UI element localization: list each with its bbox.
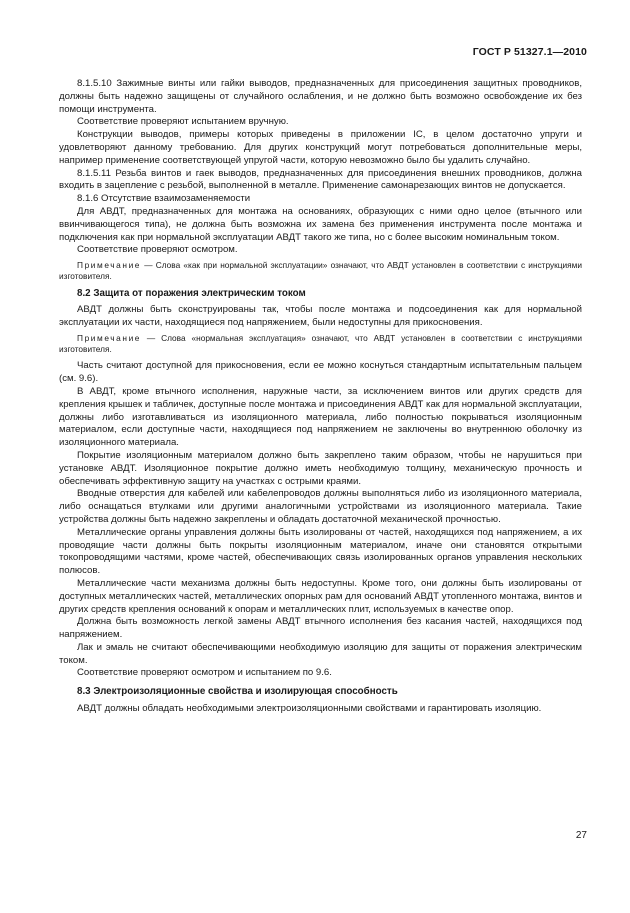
note-label: Примечание [77, 260, 142, 271]
page-number: 27 [575, 830, 587, 841]
clause-8-1-5-10: 8.1.5.10 Зажимные винты или гайки выводов, предназначенных для присоединения защитных проводников, должны быть надежно защищены от случайного ослабления, и не должно быть возможно освобождение их без помощи инструмента. [59, 78, 582, 115]
paragraph: Вводные отверстия для кабелей или кабелепроводов должны выполняться либо из изоляционного материала, либо оснащаться втулками или другими аналогичными устройствами из изоляционного материала. Такие устройства должны быть надежно закреплены и обладать достаточной механической прочностью. [59, 488, 582, 525]
paragraph: АВДТ должны обладать необходимыми электроизоляционными свойствами и гарантировать изоляцию. [77, 703, 542, 715]
paragraph: Соответствие проверяют испытанием вручную. [77, 116, 289, 128]
note [59, 260, 582, 282]
paragraph: Часть считают доступной для прикосновения, если ее можно коснуться стандартным испытательным пальцем (см. 9.6). [59, 360, 582, 385]
paragraph: Должна быть возможность легкой замены АВДТ втычного исполнения без касания частей, находящихся под напряжением. [59, 616, 582, 641]
paragraph: Для АВДТ, предназначенных для монтажа на основаниях, образующих с ними одно целое (втычного или ввинчивающегося типа), не должна быть возможна их замена без применения инструмента после монтажа и подключения как при нормальной эксплуатации АВДТ такого же типа, но с более высоким номинальным током. [59, 205, 582, 243]
clause-8-1-5-11: 8.1.5.11 Резьба винтов и гаек выводов, предназначенных для присоединения внешних проводников, должна входить в зацепление с резьбой, выполненной в металле. Применение самонарезающих винтов не допускается. [59, 167, 582, 192]
clause-8-1-6-title: 8.1.6 Отсутствие взаимозаменяемости [77, 193, 251, 205]
paragraph: В АВДТ, кроме втычного исполнения, наружные части, за исключением винтов или других средств для крепления крышек и табличек, доступные после монтажа и присоединения АВДТ как для нормальной эксплуатации, должны либо изготавливаться из изоляционного материала, либо полностью покрываться изоляционным материалом, если доступные части, находящиеся под напряжением не заключены во внутреннюю оболочку из изоляционного материала. [59, 385, 582, 449]
note-label: Примечание [77, 332, 142, 343]
document-body [59, 78, 582, 716]
note-text: — Слова «как при нормальной эксплуатации» означают, что АВДТ установлен в соответствии с инструкциями изготовителя. [59, 260, 582, 282]
section-heading-8-3: 8.3 Электроизоляционные свойства и изолирующая способность [77, 686, 398, 698]
paragraph: Соответствие проверяют осмотром. [77, 244, 238, 256]
paragraph: Металлические органы управления должны быть изолированы от частей, находящихся под напряжением, а их проводящие части должны быть покрыты изоляционным материалом, иначе они становятся открытыми токопроводящими частями, кроме частей, обеспечивающих связь изолированных органов управления нескольких полюсов. [59, 526, 582, 577]
section-heading-8-2: 8.2 Защита от поражения электрическим током [77, 287, 306, 299]
paragraph: Соответствие проверяют осмотром и испытанием по 9.6. [77, 667, 332, 679]
paragraph: Конструкции выводов, примеры которых приведены в приложении IC, в целом достаточно упруги и удовлетворяют данному требованию. Для других конструкций могут потребоваться дополнительные меры, например применение соответствующей упругой части, которую невозможно было бы удалить случайно. [59, 129, 582, 166]
note-text: — Слова «нормальная эксплуатация» означают, что АВДТ установлен в соответствии с инструкциями изготовителя. [59, 332, 582, 355]
document-header: ГОСТ Р 51327.1—2010 [472, 46, 587, 58]
paragraph: Покрытие изоляционным материалом должно быть закреплено таким образом, чтобы не нарушиться при установке АВДТ. Изоляционное покрытие должно иметь необходимую толщину, механическую прочность и обеспечивать эффективную защиту на участках с острыми краями. [59, 449, 582, 487]
paragraph: Металлические части механизма должны быть недоступны. Кроме того, они должны быть изолированы от доступных металлических частей, металлических опорных рам для оснований АВДТ утопленного монтажа, винтов и других средств крепления оснований к опорам и металлических плит, используемых в качестве опор. [59, 577, 582, 615]
paragraph: Лак и эмаль не считают обеспечивающими необходимую изоляцию для защиты от поражения электрическим током. [59, 641, 582, 666]
paragraph: АВДТ должны быть сконструированы так, чтобы после монтажа и подсоединения как для нормальной эксплуатации их части, находящиеся под напряжением, были недоступны для прикосновения. [59, 304, 582, 329]
note [59, 333, 582, 355]
